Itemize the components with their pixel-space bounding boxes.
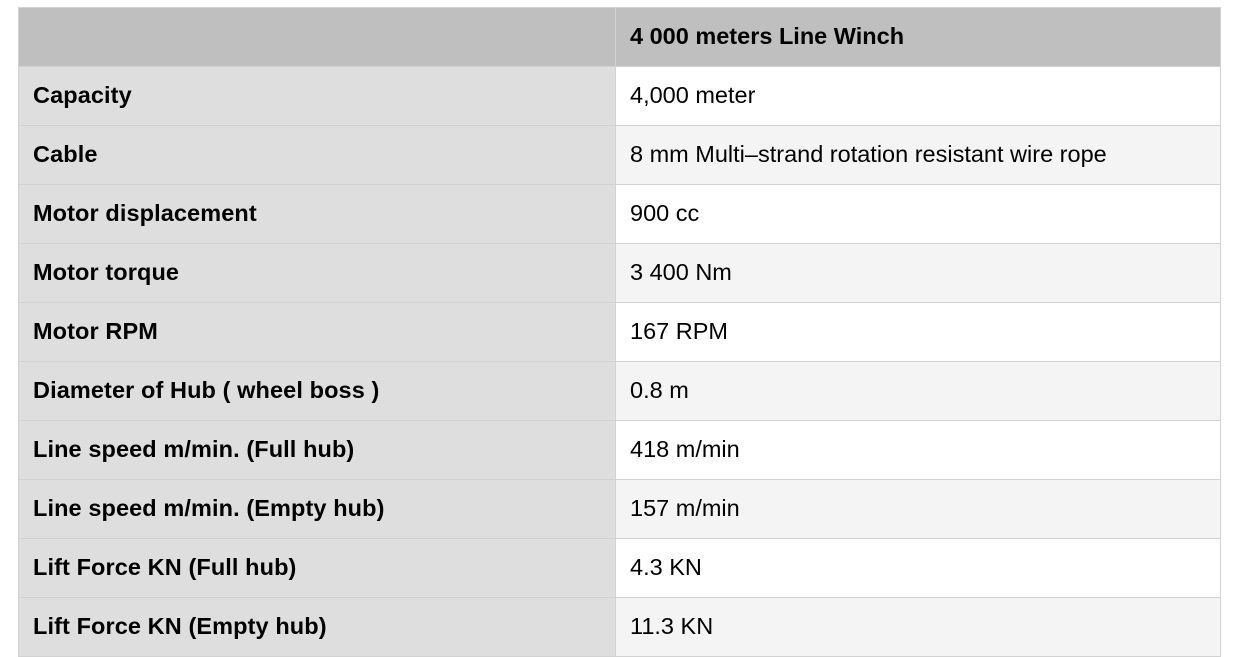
row-label: Diameter of Hub ( wheel boss ) [19,362,616,421]
row-label: Capacity [19,67,616,126]
row-value: 0.8 m [616,362,1221,421]
row-value: 418 m/min [616,421,1221,480]
row-value: 900 cc [616,185,1221,244]
row-label: Line speed m/min. (Empty hub) [19,480,616,539]
table-header [19,8,1221,67]
table-row [19,244,1221,303]
table-row [19,185,1221,244]
table-body [19,67,1221,657]
row-label: Lift Force KN (Empty hub) [19,598,616,657]
table-row [19,362,1221,421]
table-row [19,539,1221,598]
table-row [19,598,1221,657]
header-cell-title: 4 000 meters Line Winch [616,8,1221,67]
row-label: Motor torque [19,244,616,303]
row-label: Line speed m/min. (Full hub) [19,421,616,480]
row-label: Cable [19,126,616,185]
row-label: Motor displacement [19,185,616,244]
row-value: 4,000 meter [616,67,1221,126]
row-value: 4.3 KN [616,539,1221,598]
table-row [19,126,1221,185]
table-row [19,67,1221,126]
row-value: 157 m/min [616,480,1221,539]
winch-specification-table [18,7,1221,657]
row-label: Lift Force KN (Full hub) [19,539,616,598]
row-value: 11.3 KN [616,598,1221,657]
row-value: 8 mm Multi–strand rotation resistant wire rope [616,126,1221,185]
table-row [19,480,1221,539]
header-cell-empty [19,8,616,67]
header-row [19,8,1221,67]
table-row [19,303,1221,362]
row-value: 3 400 Nm [616,244,1221,303]
row-label: Motor RPM [19,303,616,362]
table-row [19,421,1221,480]
row-value: 167 RPM [616,303,1221,362]
